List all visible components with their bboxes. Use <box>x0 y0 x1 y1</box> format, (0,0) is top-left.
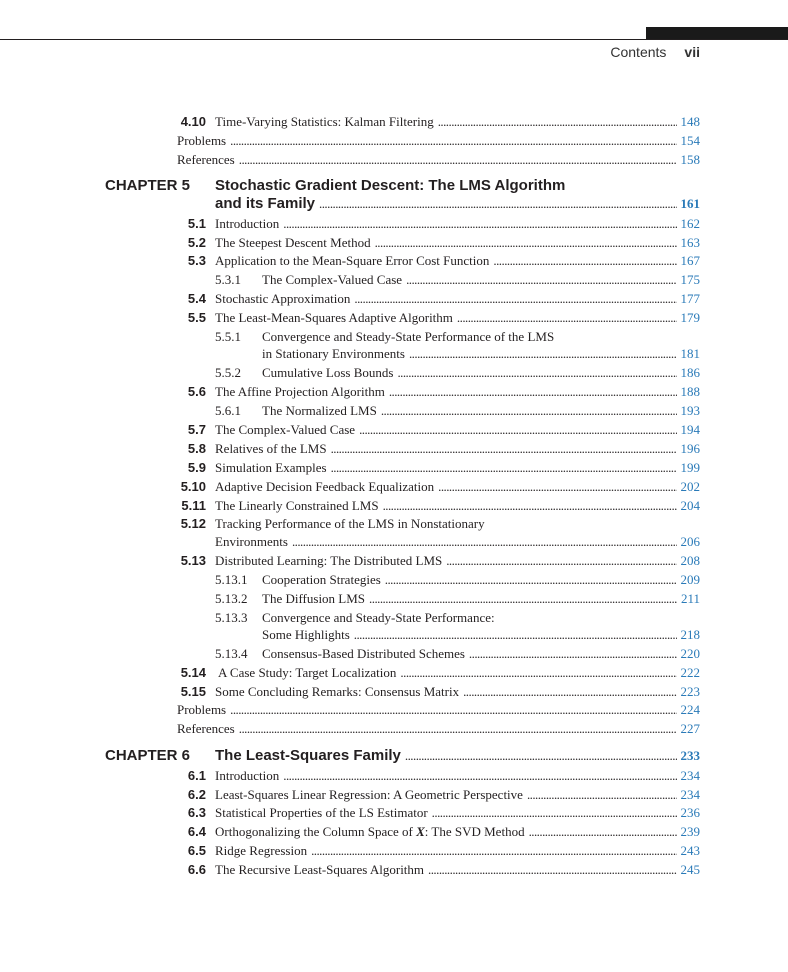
toc-subentry[interactable] <box>0 363 788 382</box>
toc-subentry-number: 5.5.2 <box>215 365 241 380</box>
toc-entry[interactable] <box>0 785 788 804</box>
toc-subentry[interactable] <box>0 644 788 663</box>
toc-entry-number: 5.10 <box>180 479 206 494</box>
toc-entry[interactable] <box>0 700 788 719</box>
toc-entry[interactable] <box>0 382 788 401</box>
toc-entry[interactable] <box>0 251 788 270</box>
toc-entry[interactable] <box>0 289 788 308</box>
toc-subentry-number: 5.6.1 <box>215 403 241 418</box>
toc-entry[interactable] <box>0 766 788 785</box>
toc-entry[interactable] <box>0 682 788 701</box>
toc-entry-number: 5.9 <box>187 460 206 475</box>
toc-entry-title: The Complex-Valued Case <box>215 422 356 437</box>
toc-entry-page[interactable]: 179 <box>680 310 700 325</box>
toc-entry-title: References <box>177 152 235 167</box>
toc-entry-page[interactable]: 202 <box>680 479 700 494</box>
chapter-title: The Least-Squares Family <box>215 747 401 764</box>
toc-entry-title-line1: Convergence and Steady-State Performance of the LMS <box>262 329 555 344</box>
toc-entry-title: Stochastic Approximation <box>215 291 351 306</box>
toc-entry[interactable] <box>0 719 788 738</box>
toc-entry-page[interactable]: 239 <box>680 824 700 839</box>
toc-entry-page[interactable]: 163 <box>680 235 700 250</box>
toc-entry[interactable] <box>0 822 788 841</box>
toc-entry[interactable] <box>0 112 788 131</box>
toc-entry-page[interactable]: 188 <box>680 384 700 399</box>
toc-chapter-entry[interactable] <box>0 194 788 213</box>
toc-entry-title: Adaptive Decision Feedback Equalization <box>215 479 435 494</box>
toc-entry-title: Least-Squares Linear Regression: A Geometric Perspective <box>215 787 523 802</box>
toc-entry[interactable] <box>0 477 788 496</box>
toc-entry-title-line2: in Stationary Environments <box>262 346 405 361</box>
toc-entry-title: Problems <box>177 133 227 148</box>
toc-entry-title-line1: Tracking Performance of the LMS in Nonstationary <box>215 516 485 531</box>
toc-entry-title: The Complex-Valued Case <box>262 272 403 287</box>
toc-entry-page[interactable]: 227 <box>680 721 700 736</box>
toc-entry-title: Distributed Learning: The Distributed LMS <box>215 553 443 568</box>
toc-entry-title: Simulation Examples <box>215 460 327 475</box>
toc-entry-title: Relatives of the LMS <box>215 441 327 456</box>
toc-entry-page[interactable]: 177 <box>680 291 700 306</box>
toc-entry-page[interactable]: 199 <box>680 460 700 475</box>
toc-entry-page[interactable]: 222 <box>680 665 700 680</box>
toc-entry-title: Problems <box>177 702 227 717</box>
running-head-page-number: vii <box>684 44 700 60</box>
toc-entry-page[interactable]: 158 <box>680 152 700 167</box>
toc-entry-number: 6.4 <box>187 824 206 839</box>
toc-entry-number: 5.4 <box>187 291 206 306</box>
toc-entry-title: The Normalized LMS <box>262 403 377 418</box>
toc-entry-number: 5.13 <box>180 553 206 568</box>
toc-subentry-number: 5.13.2 <box>215 591 248 606</box>
toc-entry-title: Cumulative Loss Bounds <box>262 365 394 380</box>
toc-entry-title-variable: X <box>416 824 425 839</box>
toc-entry[interactable] <box>0 150 788 169</box>
toc-entry-number: 5.14 <box>180 665 206 680</box>
toc-entry-title: Cooperation Strategies <box>262 572 381 587</box>
toc-entry-title: Time-Varying Statistics: Kalman Filtering <box>215 114 434 129</box>
toc-entry-number: 6.6 <box>187 862 206 877</box>
toc-entry-title: Statistical Properties of the LS Estimator <box>215 805 428 820</box>
toc-entry-page[interactable]: 236 <box>680 805 700 820</box>
toc-entry-page[interactable]: 218 <box>680 627 700 642</box>
toc-entry-page[interactable]: 211 <box>680 591 700 606</box>
toc-entry-number: 4.10 <box>180 114 206 129</box>
toc-entry-number: 5.11 <box>181 498 206 513</box>
toc-entry-title: The Recursive Least-Squares Algorithm <box>215 862 425 877</box>
toc-entry-number: 5.1 <box>187 216 206 231</box>
toc-entry-title-part: Orthogonalizing the Column Space of <box>215 824 417 839</box>
toc-entry-page[interactable]: 234 <box>680 768 700 783</box>
toc-entry-number: 5.5 <box>187 310 206 325</box>
toc-subentry-number: 5.5.1 <box>215 329 241 344</box>
toc-entry-page[interactable]: 148 <box>680 114 700 129</box>
toc-entry-number: 6.2 <box>187 787 206 802</box>
toc-entry-number: 5.3 <box>187 253 206 268</box>
toc-entry-title-line1: Convergence and Steady-State Performance: <box>262 610 495 625</box>
toc-entry-page[interactable]: 196 <box>680 441 700 456</box>
toc-entry-title-line2: Environments <box>215 534 288 549</box>
toc-entry[interactable] <box>0 420 788 439</box>
toc-entry-number: 5.2 <box>187 235 206 250</box>
toc-entry-page[interactable]: 162 <box>680 216 700 231</box>
toc-entry-page[interactable]: 224 <box>680 702 700 717</box>
toc-entry-title: Consensus-Based Distributed Schemes <box>262 646 465 661</box>
toc-entry-page[interactable]: 154 <box>680 133 700 148</box>
toc-entry-number: 6.1 <box>187 768 206 783</box>
header-bar <box>646 27 788 39</box>
toc-chapter-entry[interactable] <box>0 746 788 765</box>
toc-entry[interactable] <box>0 131 788 150</box>
toc-entry-page[interactable]: 206 <box>680 534 700 549</box>
toc-entry-page[interactable]: 208 <box>680 553 700 568</box>
toc-entry-number: 6.5 <box>187 843 206 858</box>
toc-subentry-number: 5.13.1 <box>215 572 248 587</box>
chapter-title-line1: Stochastic Gradient Descent: The LMS Algorithm <box>215 177 566 194</box>
toc-subentry[interactable] <box>0 589 788 608</box>
toc-entry-title: Introduction <box>215 768 280 783</box>
toc-entry-number: 5.12 <box>180 516 206 531</box>
toc-entry[interactable] <box>0 458 788 477</box>
toc-entry[interactable] <box>0 308 788 327</box>
toc-entry-title: A Case Study: Target Localization <box>218 665 397 680</box>
chapter-label: CHAPTER 6 <box>105 747 191 764</box>
toc-subentry[interactable] <box>0 625 788 644</box>
toc-entry-title-part: : The SVD Method <box>424 824 525 839</box>
toc-subentry-number: 5.13.3 <box>215 610 248 625</box>
toc-entry-title: The Diffusion LMS <box>262 591 366 606</box>
toc-entry-title-line2: Some Highlights <box>262 627 350 642</box>
toc-entry[interactable] <box>0 803 788 822</box>
chapter-label: CHAPTER 5 <box>105 177 191 194</box>
toc-entry-title: Some Concluding Remarks: Consensus Matrix <box>215 684 460 699</box>
toc-subentry-number: 5.13.4 <box>215 646 248 661</box>
toc-entry-number: 5.6 <box>187 384 206 399</box>
toc-entry-page[interactable]: 234 <box>680 787 700 802</box>
running-head <box>610 44 700 60</box>
toc-entry-number: 5.15 <box>180 684 206 699</box>
chapter-page[interactable]: 161 <box>680 196 700 211</box>
toc-entry[interactable] <box>0 496 788 515</box>
toc-entry-page[interactable]: 175 <box>680 272 700 287</box>
toc-entry-page[interactable]: 245 <box>680 862 700 877</box>
toc-entry-title <box>215 822 525 841</box>
toc-entry-page[interactable]: 181 <box>680 346 700 361</box>
toc-subentry[interactable] <box>0 570 788 589</box>
toc-entry-number: 5.8 <box>187 441 206 456</box>
toc-entry[interactable] <box>0 214 788 233</box>
toc-entry-number: 5.7 <box>187 422 206 437</box>
toc-entry-page[interactable]: 243 <box>680 843 700 858</box>
chapter-title-line2: and its Family <box>215 195 316 212</box>
toc-subentry[interactable] <box>0 401 788 420</box>
toc-entry[interactable] <box>0 663 788 682</box>
header-rule <box>0 39 788 40</box>
toc-subentry-number: 5.3.1 <box>215 272 241 287</box>
toc-entry[interactable] <box>0 532 788 551</box>
toc-entry[interactable] <box>0 841 788 860</box>
toc-entry-title: The Linearly Constrained LMS <box>215 498 379 513</box>
toc-entry-page[interactable]: 167 <box>680 253 700 268</box>
toc-entry-page[interactable]: 204 <box>680 498 700 513</box>
toc-entry-title: The Steepest Descent Method <box>215 235 371 250</box>
toc-entry-page[interactable]: 194 <box>680 422 700 437</box>
toc-entry-title: Application to the Mean-Square Error Cost Function <box>215 253 490 268</box>
toc-entry[interactable] <box>0 233 788 252</box>
toc-entry-page[interactable]: 220 <box>680 646 700 661</box>
toc-entry-title: Ridge Regression <box>215 843 308 858</box>
toc-entry-page[interactable]: 186 <box>680 365 700 380</box>
toc-entry-number: 6.3 <box>187 805 206 820</box>
toc-subentry[interactable] <box>0 270 788 289</box>
toc-entry-page[interactable]: 193 <box>680 403 700 418</box>
toc-subentry[interactable] <box>0 344 788 363</box>
toc-entry-page[interactable]: 223 <box>680 684 700 699</box>
running-head-section: Contents <box>610 44 667 60</box>
toc-entry-title: Introduction <box>215 216 280 231</box>
toc-entry-title: The Affine Projection Algorithm <box>215 384 385 399</box>
toc-entry-page[interactable]: 209 <box>680 572 700 587</box>
chapter-page[interactable]: 233 <box>680 748 700 763</box>
toc-entry-title: References <box>177 721 235 736</box>
toc-entry[interactable] <box>0 551 788 570</box>
toc-entry[interactable] <box>0 860 788 879</box>
toc-entry-title: The Least-Mean-Squares Adaptive Algorithm <box>215 310 453 325</box>
toc-entry[interactable] <box>0 439 788 458</box>
